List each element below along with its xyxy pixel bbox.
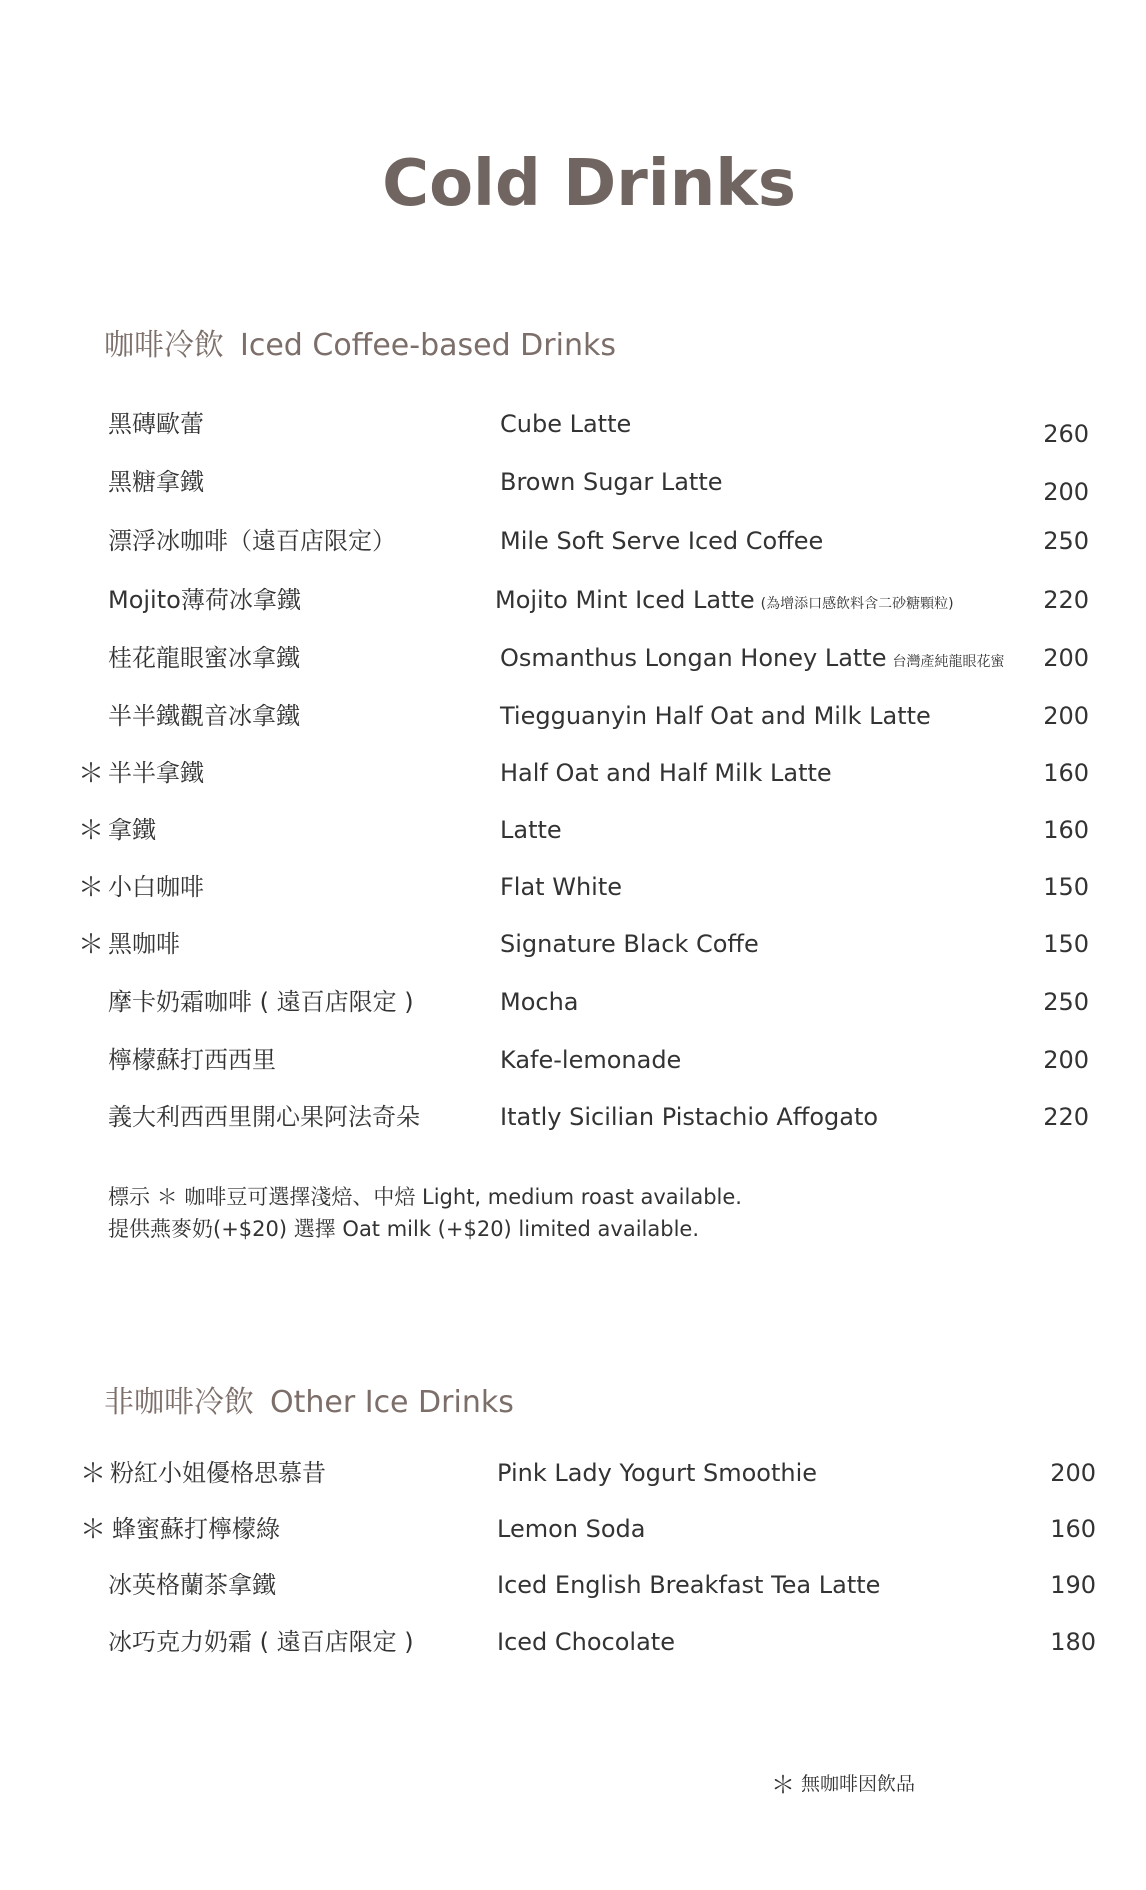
coffee-section-heading (104, 328, 616, 363)
item-name-en: Kafe-lemonade (500, 1046, 682, 1074)
item-price: 200 (1043, 1046, 1089, 1074)
decaf-star-icon: ＊ (771, 1771, 795, 1799)
decaf-star-icon: ＊ (78, 759, 105, 789)
item-name-zh: 冰英格蘭茶拿鐵 (108, 1571, 276, 1599)
item-name-en: Flat White (500, 873, 623, 901)
item-price: 180 (1050, 1628, 1096, 1656)
item-price: 200 (1043, 702, 1089, 730)
item-name-zh: 檸檬蘇打西西里 (108, 1046, 276, 1074)
item-name-en: Itatly Sicilian Pistachio Affogato (500, 1103, 879, 1131)
item-name-zh: 黑糖拿鐵 (108, 468, 204, 496)
menu-item (0, 646, 1146, 686)
item-price: 200 (1043, 644, 1089, 672)
menu-item (0, 588, 1146, 628)
oat-milk-footnote: 提供燕麥奶(+$20) 選擇 Oat milk (+$20) limited available. (108, 1217, 700, 1241)
roast-footnote: 標示 ＊ 咖啡豆可選擇淺焙、中焙 Light, medium roast available. (108, 1185, 742, 1209)
item-price: 220 (1043, 586, 1089, 614)
menu-item (0, 875, 1146, 915)
coffee-heading-en: Iced Coffee-based Drinks (240, 328, 616, 363)
menu-item (0, 1105, 1146, 1145)
item-price: 200 (1043, 478, 1089, 506)
decaf-legend (771, 1773, 915, 1797)
legend-text: 無咖啡因飲品 (801, 1773, 916, 1795)
page-title: Cold Drinks (382, 147, 796, 221)
item-name-en: Signature Black Coffe (500, 930, 759, 958)
item-name-en: Tiegguanyin Half Oat and Milk Latte (500, 702, 931, 730)
item-name-en: Iced Chocolate (497, 1628, 675, 1656)
coffee-heading-zh: 咖啡冷飲 (104, 328, 224, 363)
item-note: (為增添口感飲料含二砂糖顆粒) (760, 596, 954, 612)
item-price: 220 (1043, 1103, 1089, 1131)
item-name-en: Latte (500, 816, 562, 844)
item-name-zh: 冰巧克力奶霜 ( 遠百店限定 ) (108, 1628, 414, 1656)
menu-item (0, 1630, 1146, 1670)
item-name-en: Pink Lady Yogurt Smoothie (497, 1459, 818, 1487)
item-name-en: Mocha (500, 988, 579, 1016)
item-name-zh: 小白咖啡 (108, 873, 204, 901)
menu-item (0, 412, 1146, 452)
item-price: 250 (1043, 527, 1089, 555)
decaf-star-icon: ＊ (78, 873, 105, 903)
item-name-zh: Mojito薄荷冰拿鐵 (108, 586, 301, 614)
item-name-zh: 黑磚歐蕾 (108, 410, 204, 438)
item-name-en (500, 646, 1004, 670)
item-name-zh: 半半鐵觀音冰拿鐵 (108, 702, 300, 730)
item-name-en: Lemon Soda (497, 1515, 646, 1543)
item-name-en: Brown Sugar Latte (500, 468, 723, 496)
item-price: 260 (1043, 420, 1089, 448)
menu-item (0, 818, 1146, 858)
other-heading-en: Other Ice Drinks (270, 1385, 514, 1420)
item-name-en: Mile Soft Serve Iced Coffee (500, 527, 824, 555)
item-price: 250 (1043, 988, 1089, 1016)
item-name-en: Cube Latte (500, 410, 632, 438)
menu-item (0, 1573, 1146, 1613)
menu-item (0, 1461, 1146, 1501)
item-price: 160 (1043, 816, 1089, 844)
menu-item (0, 470, 1146, 510)
item-price: 190 (1050, 1571, 1096, 1599)
item-name-zh: 拿鐵 (108, 816, 156, 844)
item-name-zh: 桂花龍眼蜜冰拿鐵 (108, 644, 300, 672)
item-price: 150 (1043, 873, 1089, 901)
item-name-zh: 黑咖啡 (108, 930, 180, 958)
item-name-en: Half Oat and Half Milk Latte (500, 759, 832, 787)
item-price: 200 (1050, 1459, 1096, 1487)
menu-item (0, 1517, 1146, 1557)
item-name-en: Iced English Breakfast Tea Latte (497, 1571, 881, 1599)
item-price: 160 (1050, 1515, 1096, 1543)
item-name-zh: 粉紅小姐優格思慕昔 (110, 1459, 326, 1487)
item-name-zh: 蜂蜜蘇打檸檬綠 (112, 1515, 280, 1543)
menu-item (0, 932, 1146, 972)
other-heading-zh: 非咖啡冷飲 (104, 1385, 254, 1420)
menu-item (0, 704, 1146, 744)
decaf-star-icon: ＊ (80, 1515, 107, 1545)
decaf-star-icon: ＊ (78, 816, 105, 846)
menu-item (0, 990, 1146, 1030)
item-note: 台灣產純龍眼花蜜 (892, 654, 1005, 670)
menu-item (0, 761, 1146, 801)
other-section-heading (104, 1385, 514, 1420)
item-name-zh: 摩卡奶霜咖啡 ( 遠百店限定 ) (108, 988, 414, 1016)
decaf-star-icon: ＊ (80, 1459, 107, 1489)
item-name-en-text: Mojito Mint Iced Latte (495, 586, 755, 614)
item-name-en-text: Osmanthus Longan Honey Latte (500, 644, 887, 672)
item-price: 150 (1043, 930, 1089, 958)
decaf-star-icon: ＊ (78, 930, 105, 960)
item-name-zh: 漂浮冰咖啡（遠百店限定） (108, 527, 396, 555)
item-name-zh: 義大利西西里開心果阿法奇朵 (108, 1103, 420, 1131)
item-name-zh: 半半拿鐵 (108, 759, 204, 787)
item-name-en (495, 588, 954, 612)
menu-item (0, 1048, 1146, 1088)
item-price: 160 (1043, 759, 1089, 787)
menu-item (0, 529, 1146, 569)
